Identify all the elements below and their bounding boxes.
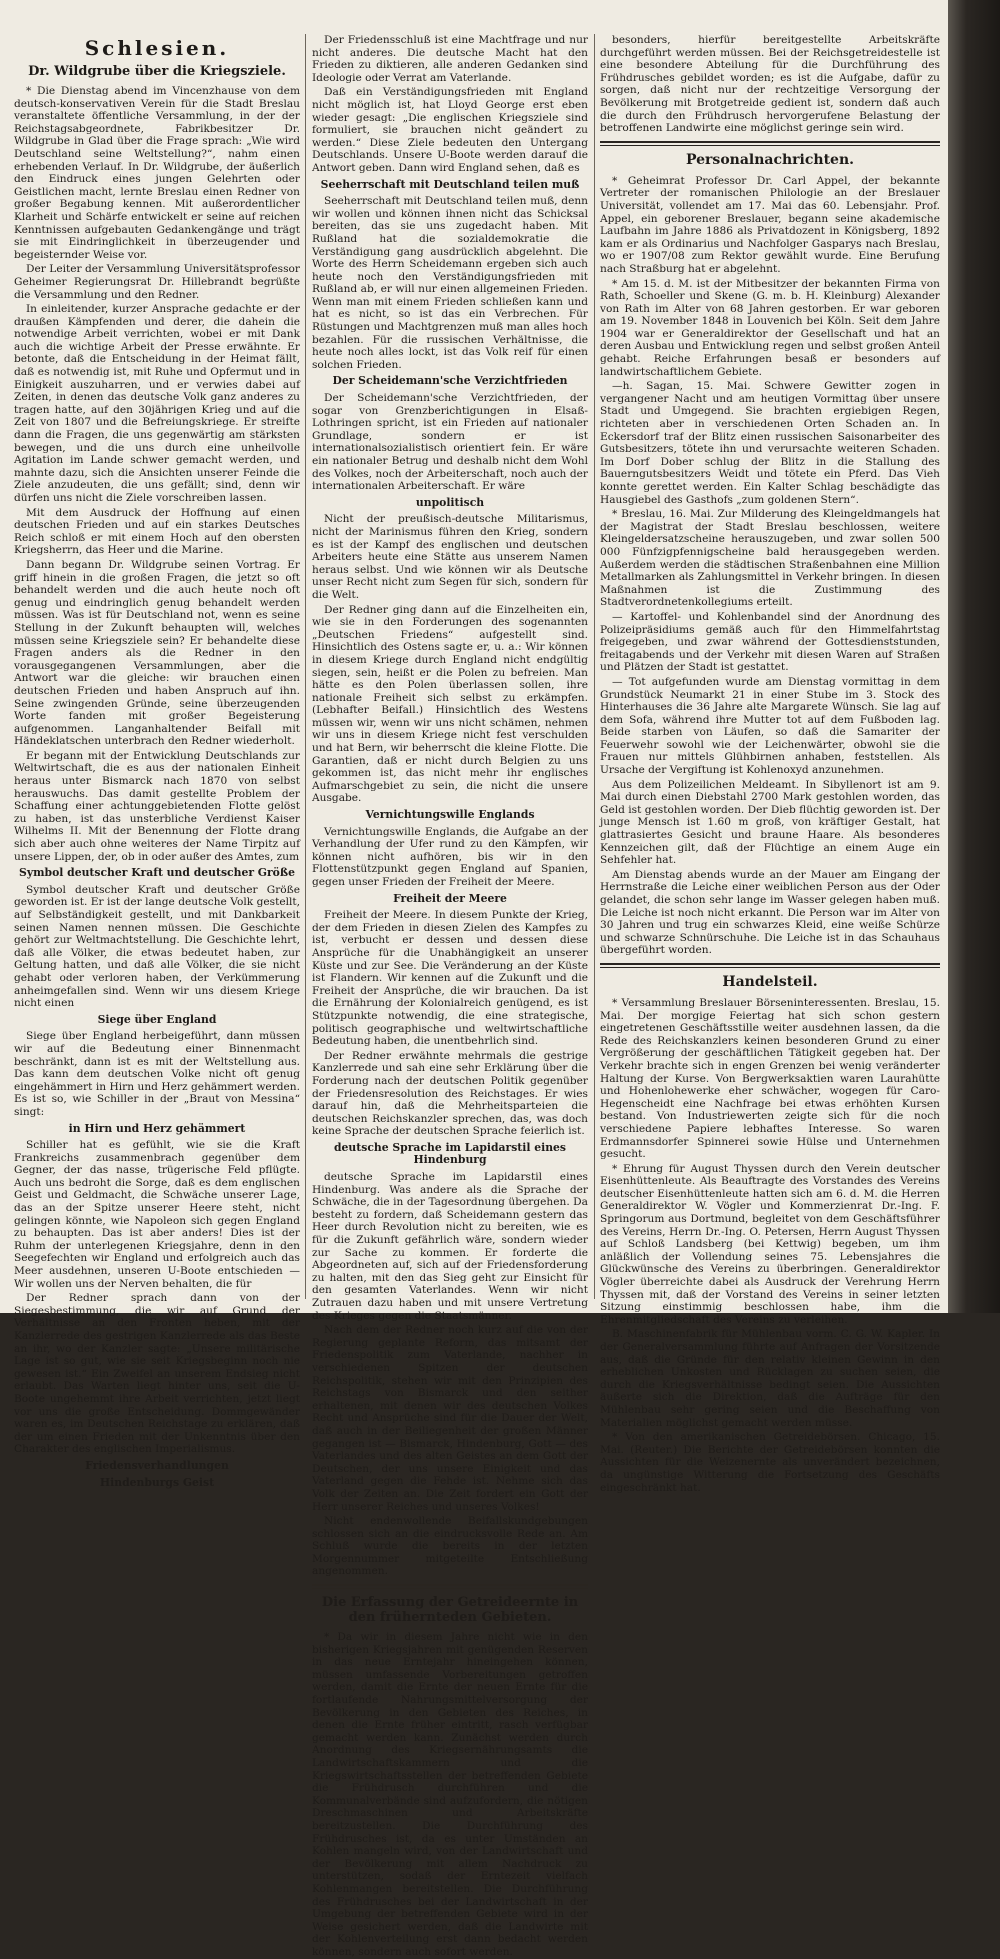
paragraph: B. Maschinenfabrik für Mühlenbau vorm. C. G. W. Kapler. In der Generalversammlung führte auf Anfragen der Vorsitzende aus, daß die Gründe für den relativ kleinen Gewinn in den erheblichen Unkosten und Rücklagen zu suchen seien, die durch die Kriegsverhältnisse bedingt seien. Die Aussichten äußerte sich die Direktion, daß die Aufträge für den Mühlenbau sehr gering seien und die Beschaffung von Materialien möglichst gemacht werden müsse. [600, 1328, 940, 1429]
paragraph: Der Redner sprach dann von der Siegesbestimmung, die wir auf Grund der Verhältnisse an den Fronten heben, mit der Kanzlerrede des gestrigen Kanzlerrede als das Beste an ihr, wo der Kanzler sagte: „Unsere militärische Lage ist so gut, wie sie seit Kriegsbeginn noch nie gewesen ist.“ Ein Zweifel an unserem Endsieg nicht erlaubt. Das Warten liegt hinter uns, seit die U-Boote ungehemmt ihre Arbeit verrichten, jetzt liegt vor uns die große Entscheidung. Dommgewänder waren es, im Deutschen Reichstage zu erklären, daß der um einen Frieden mit der Unkenntnis über den Charakter des englischen Imperialismus. [14, 1292, 300, 1456]
paragraph: Der Friedensschluß ist eine Machtfrage und nur nicht anderes. Die deutsche Macht hat den Frieden zu diktieren, alle anderen Gedanken sind Ideologie oder Verrat am Vaterlande. [312, 34, 588, 84]
paragraph: besonders, hierfür bereitgestellte Arbeitskräfte durchgeführt werden müssen. Bei der Reichsgetreidestelle ist eine besondere Abteilung für die Durchführung des Frühdrusches gebildet worden; es ist die Aufgabe, dafür zu sorgen, daß nicht nur der rechtzeitige Versorgung der Bevölkerung mit Brotgetreide gedient ist, sondern daß auch die durch den Frühdrusch hervorgerufene Belastung der betroffenen Landwirte eine möglichst geringe sein wird. [600, 34, 940, 135]
section-title-handelsteil: Handelsteil. [722, 973, 818, 990]
paragraph: Symbol deutscher Kraft und deutscher Größe geworden ist. Er ist der lange deutsche Volk gestellt, auf Selbständigkeit gestellt, und mit Dankbarkeit seinen Namen nennen müssen. Die Geschichte gehört zur Weltmachtstellung. Die Geschichte lehrt, daß alle Völker, die etwas bedeutet haben, zur Geltung hatten, und daß alle Völker, die sie nicht gehabt oder verloren haben, der Verkümmerung anheimgefallen sind. Wenn wir uns diesem Kriege nicht einen [14, 883, 300, 1010]
paragraph: Mit dem Ausdruck der Hoffnung auf einen deutschen Frieden und auf ein starkes Deutsches Reich schloß er mit einem Hoch auf den obersten Kriegsherrn, das Heer und die Marine. [14, 506, 300, 557]
paragraph: Er begann mit der Entwicklung Deutschlands zur Weltwirtschaft, die es aus der nationalen Einheit heraus unter Bismarck nach 1870 von selbst herauswuchs. Das damit gestellte Problem der Schaffung einer achtunggebietenden Flotte gelöst zu haben, ist das unsterbliche Verdienst Kaiser Wilhelms II. Mit der Benennung der Flotte drang sich aber auch ohne weiteres der Name Tirpitz auf unsere Lippen, der, ob in oder außer des Amtes, zum [14, 749, 300, 863]
column-right [600, 34, 941, 1494]
paragraph: Vernichtungswille Englands, die Aufgabe an der Verhandlung der Ufer rund zu den Kämpfen, wir können nicht aufhören, bis wir in den Flottenstützpunkt gegen England auf Spanien, gegen unser Frieden der Freiheit der Meere. [312, 825, 588, 888]
paragraph: Nach dem der Redner noch kurz auf die von der Regierung geplante Reform, das mitsamt der Friedenspolitik zum Vaterlande, nachher in verschiedenen Spitzen der deutschen Reichspolitik, stehen wir mit den Prinzipien des Reichstags von Bismarck und den seither erhaltenen, mit denen wir des deutschen Volkes Recht und Ansprüche sind für die Dauer der Welt, daß auch in der Beiliegenheit der großen Männer gegangen ist — Bismarck, Hindenburg, Gott — des Vaterlandes und des alten Geistes an dem Gott der Deutschen, der uns unsere Einigkeit und das Vaterland gegen die Fehde ist. Nehme sich das Volk der Zeiten an. Die Zeit fordert ein Gott der Herr unserer Reiches und unseres Volkes! [312, 1324, 588, 1513]
column-divider [305, 34, 306, 1299]
article-title-wildgrube: Dr. Wildgrube über die Kriegsziele. [28, 64, 286, 79]
subhead: Vernichtungswille Englands [365, 808, 535, 822]
column-middle [312, 34, 588, 1958]
paragraph: — Tot aufgefunden wurde am Dienstag vormittag in dem Grundstück Neumarkt 21 in einer Stube im 3. Stock des Hinterhauses die 36 Jahre alte Margarete Wünsch. Sie lag auf dem Sofa, während ihre Mutter tot auf dem Fußboden lag. Beide starben von Läufen, so daß die Samariter der Feuerwehr sowohl wie der Leichenwärter, obwohl sie die Frauen nur mittels Glühbirnen anhaben, feststellen. Als Ursache der Vergiftung ist Kohlenoxyd anzunehmen. [600, 675, 940, 777]
paragraph: * Die Dienstag abend im Vincenzhause von dem deutsch-konservativen Verein für die Stadt Breslau veranstaltete öffentliche Versammlung, in der der Reichstagsabgeordnete, Fabrikbesitzer Dr. Wildgrube in Glad über die Frage sprach: „Wie wird Deutschland seine Weltstellung?“, nahm einen erhebenden Verlauf. In Dr. Wildgrube, der äußerlich den Eindruck eines jungen Gelehrten oder Geistlichen macht, lernte Breslau einen Redner von großer Begabung kennen. Mit außerordentlicher Klarheit und Schärfe entwickelt er seine auf reichen Kenntnissen aufgebauten Gedankengänge und trägt sie mit Eindringlichkeit in überzeugender und begeisternder Weise vor. [14, 85, 300, 261]
paragraph: Der Scheidemann'sche Verzichtfrieden, der sogar von Grenzberichtigungen in Elsaß-Lothringen spricht, ist ein Frieden auf nationaler Grundlage, sondern er ist internationalsozialistisch orientiert fein. Er wäre ein nationaler Betrug und deshalb nicht dem Wohl des Volkes, noch der Arbeiterschaft, noch auch der internationalen Arbeiterschaft. Er wäre [312, 392, 588, 493]
paragraph: Der Redner ging dann auf die Einzelheiten ein, wie sie in den Forderungen des sogenannten „Deutschen Friedens“ aufgestellt sind. Hinsichtlich des Ostens sagte er, u. a.: Wir können in diesem Kriege durch England nicht endgültig siegen, sein, heißt er die Polen zu befreien. Man hätte es den Polen überlassen sollen, ihre nationale Freiheit sich selbst zu erkämpfen. (Lebhafter Beifall.) Hinsichtlich des Westens müssen wir, wenn wir uns nicht schämen, nehmen wir uns in diesem Kriege nicht fest verschulden und hat Bern, wir beherrscht die kleine Flotte. Die Garantien, daß er nicht durch Belgien zu uns gekommen ist, das nicht mehr ihr englisches Aufmarschgebiet zu sein, die nicht die unsere Ausgabe. [312, 603, 588, 805]
section-rule [600, 963, 940, 968]
paragraph: Seeherrschaft mit Deutschland teilen muß, denn wir wollen und können ihnen nicht das Schicksal bereiten, das sie uns zugedacht haben. Mit Rußland hat die sozialdemokratie die Verständigung gang ausdrücklich abgelehnt. Die Worte des Herrn Scheidemann ergeben sich auch heute noch den Verständigungsfrieden mit Rußland ab, er will nur einen allgemeinen Frieden. Wenn man mit einem Frieden schließen kann und hat es nicht, so ist das ein Verbrechen. Für Rüstungen und Machtgrenzen muß man alles hoch bezahlen. Für die russischen Verhältnisse, die heute noch alles lockt, ist das Volk reif für einen solchen Frieden. [312, 195, 588, 371]
paragraph: * Geheimrat Professor Dr. Carl Appel, der bekannte Vertreter der romanischen Philologie an der Breslauer Universität, vollendet am 17. Mai das 60. Lebensjahr. Prof. Appel, ein geborener Breslauer, begann seine akademische Laufbahn im Jahre 1886 als Privatdozent in Königsberg, 1892 kam er als Ordinarius und Nachfolger Gasparys nach Breslau, wo er 1907/08 zum Rektor gewählt wurde. Eine Berufung nach Straßburg hat er abgelehnt. [600, 174, 940, 275]
paragraph: Nicht der preußisch-deutsche Militarismus, nicht der Marinismus führen den Krieg, sondern es ist der Kampf des englischen und deutschen Arbeiters heute eine Stätte aus unserem Namen heraus selbst. Und wie können wir als Deutsche unser Recht nicht zum Segen für sich, sondern für die Welt. [312, 513, 588, 601]
subhead: Freiheit der Meere [393, 891, 507, 905]
section-rule [312, 1584, 588, 1589]
section-title-personalnachrichten: Personalnachrichten. [686, 151, 854, 168]
paragraph: Siege über England herbeigeführt, dann müssen wir auf die Bedeutung einer Binnenmacht beschränkt, dann ist es mit der Weltstellung aus. Das kann dem deutschen Volke nicht oft genug eingehämmert in Hirn und Herz gehämmert werden. Es ist so, wie Schiller in der „Braut von Messina“ singt: [14, 1030, 300, 1118]
paragraph: Aus dem Polizeilichen Meldeamt. In Sibyllenort ist am 9. Mai durch einen Diebstahl 2700 Mark gestohlen worden, das Geld ist gestohlen worden. Der Dieb flüchtig geworden ist. Der junge Mensch ist 1.60 m groß, von kräftiger Gestalt, hat glattrasiertes Gesicht und braune Haare. Als besonderes Kennzeichen gilt, daß der Flüchtige an einem Auge ein Sehfehler hat. [600, 778, 941, 867]
paragraph: Freiheit der Meere. In diesem Punkte der Krieg, der dem Frieden in diesen Zielen des Kampfes zu ist, verbucht er dessen und dessen diese Ansprüche für die Unabhängigkeit an unserer Küste und zur See. Die Veränderung an der Küste ist Flandern. Wir kennen auf die Zukunft und die Freiheit der Ansprüche, die wir brauchen. Da ist die Ernährung der Kolonialreich genügend, es ist Stützpunkte notwendig, die eine strategische, politisch geographische und weltwirtschaftliche Bedeutung haben, die unentbehrlich sind. [312, 909, 588, 1048]
subhead: Siege über England [97, 1012, 217, 1026]
subhead: deutsche Sprache im Lapidarstil eines Hindenburg [333, 1140, 567, 1167]
subhead: Der Scheidemann'sche Verzichtfrieden [332, 374, 568, 388]
paragraph: * Versammlung Breslauer Börseninteressenten. Breslau, 15. Mai. Der morgige Feiertag hat sich schon gestern eingetretenen Geschäftsstille weiter ausdehnen lassen, da die Rede des Reichskanzlers keinen besonderen Grund zu einer Vergrößerung der geschäftlichen Tätigkeit gegeben hat. Der Verkehr brachte sich in engen Grenzen bei wenig veränderter Haltung der Kurse. Von Bergwerksaktien waren Laurahütte und Hohenlohewerke eher schwächer, wogegen für Caro-Hegenscheidt eine Nachfrage bei etwas erhöhten Kursen bestand. Von Industriewerten zeigte sich für die noch verschiedene Papiere lebhaftes Interesse. So waren Erdmannsdorfer Spinnerei sowie Hülse und Unternehmen gesucht. [600, 996, 940, 1161]
column-left [14, 34, 300, 1489]
scan-border [948, 0, 1000, 1313]
subhead: Seeherrschaft mit Deutschland teilen muß [320, 177, 580, 191]
paragraph: Am Dienstag abends wurde an der Mauer am Eingang der Herrnstraße die Leiche einer weiblichen Person aus der Oder gelandet, die schon sehr lange im Wasser gelegen haben muß. Die Leiche ist noch nicht erkannt. Die Person war im Alter von 30 Jahren und trug ein schwarzes Kleid, eine weiße Schürze und schwarze Schnürschuhe. Die Leiche ist in das Schauhaus übergeführt worden. [600, 868, 940, 957]
section-rule [600, 141, 940, 146]
column-divider [594, 34, 595, 1299]
paragraph: * Da wir in diesem Jahre nicht wie in den bisherigen Kriegsjahren mit genügenden Reserven in das neue Erntejahr hineingehen können, müssen umfassende Vorbereitungen getroffen werden, damit die Ernte der neuen Ernte für die fortlaufende Nahrungsmittelversorgung der Bevölkerung in den Gebieten des Reiches, in denen die Ernte früher eintritt, rasch verfügbar gemacht werden kann. Zunächst werden durch Anordnung des Kriegsernährungsamts die Landwirtschaftskammern und die Kriegswirtschaftsstellen der betreffenden Gebiete die Frühdrusch durchführen und die Kommunalverbände sind aufzufordern, die nötigen Dreschmaschinen und Arbeitskräfte bereitzustellen. Die Durchführung des Frühdrusches ist, da es unter Umständen an Kohlen mangeln wird, von der Landwirtschaft und der Bevölkerung mit allem Nachdruck zu unterstützen, sodaß der Erntezeit vielfach Kohlenmangen bereitstellen. Die Durchführung des Frühdrusches bei der Landwirtschaft in der Umgebung der betreffenden Gebiete wird in der Weise gesichert werden, daß die Landwirte mit der Kohlenverteilung erst dann bedacht werden können, sondern auch sofort werden. [312, 1631, 588, 1958]
paragraph: Schiller hat es gefühlt, wie sie die Kraft Frankreichs zusammenbrach gegenüber dem Gegner, der das nasse, trügerische Feld pflügte. Auch uns bedroht die Sorge, daß es dem englischen Geist und Geldmacht, die Schwäche unserer Lage, das an der Spitze unserer Heere steht, nicht gelingen könnte, wie Napoleon sich gegen England zu behaupten. Das ist aber anders! Dies ist der Ruhm der unterlegenen Kriegsjahre, denn in den Seegefechten wir England und erfolgreich auch das Meer ausdehnen, unseren U-Boote entschieden — Wir wollen uns der Nerven behalten, die für [14, 1139, 300, 1290]
paragraph: deutsche Sprache im Lapidarstil eines Hindenburg. Was andere als die Sprache der Schwäche, die in der Tagesordnung übergehen. Da besteht zu fordern, daß Scheidemann gestern das Heer durch Revolution nicht zu bereiten, wie es für die Zukunft gefährlich wäre, sondern wieder zur Sache zu kommen. Er forderte die Abgeordneten auf, sich auf der Friedensforderung zu halten, mit den das Sieg geht zur Einsicht für den gesamten Vaterlandes. Wenn wir nicht Zutrauen dazu haben und mit unsere Vertretung des Krieges gegen die Staatsmänner. [312, 1171, 588, 1322]
paragraph: Nicht endenwollende Beifallskundgebungen schlossen sich an die eindrucksvolle Rede an. Am Schluß wurde die bereits in der letzten Morgennummer mitgeteilte Entschließung angenommen. [312, 1515, 588, 1578]
paragraph: In einleitender, kurzer Ansprache gedachte er der draußen Kämpfenden und derer, die dahein die notwendige Arbeit verrichten, wobei er mit Dank auch die wichtige Arbeit der Presse erwähnte. Er betonte, daß die Entscheidung in der Heimat fällt, daß es notwendig ist, mit Ruhe und Opfermut und in Einigkeit auszuharren, und er verwies dabei auf Zeiten, in denen das deutsche Volk ganz anderes zu tragen hatte, auf den 30jährigen Krieg und auf die Zeit von 1807 und die Befreiungskriege. Er streifte dann die Fragen, die uns gegenwärtig am stärksten bewegen, und die uns durch eine unheilvolle Agitation im Lande schwer gemacht werden, und mahnte dazu, sich die Ansichten unserer Feinde die Ziele anzudeuten, die uns gefällt; sind, denn wir dürfen uns nicht die Ziele vorschreiben lassen. [14, 303, 300, 504]
subhead: unpolitisch [415, 495, 485, 509]
paragraph: * Ehrung für August Thyssen durch den Verein deutscher Eisenhüttenleute. Als Beauftragte des Vorstandes des Vereins deutscher Eisenhüttenleute hatten sich am 6. d. M. die Herren Generaldirektor W. Vögler und Kommerzienrat Dr.-Ing. F. Springorum aus Dortmund, begleitet von dem Geschäftsführer des Vereins, Herrn Dr.-Ing. O. Petersen, Herrn August Thyssen auf Schloß Landsberg (bei Kettwig) begeben, um ihm anläßlich der Vollendung seines 75. Lebensjahres die Glückwünsche des Vereins zu überbringen. Generaldirektor Vögler überreichte dabei als Ausdruck der Verehrung Herrn Thyssen mit, daß der Vorstand des Vereins in seiner letzten Sitzung einstimmig beschlossen habe, ihm die Ehrenmitgliedschaft des Vereins zu verleihen. [600, 1162, 940, 1326]
subhead: Hindenburgs Geist [99, 1475, 215, 1489]
section-title-schlesien: Schlesien. [84, 36, 230, 60]
paragraph: Dann begann Dr. Wildgrube seinen Vortrag. Er griff hinein in die großen Fragen, die jetzt so oft behandelt werden und die auch heute noch oft genug und eindringlich genug behandelt werden müssen. Was ist für Deutschland not, wenn es seine Stellung in der Zukunft behaupten will, welches müssen seine Kriegsziele sein? Er behandelte diese Fragen anders als die Redner in den vorausgegangenen Versammlungen, aber die Antwort war die gleiche: wir brauchen einen deutschen Frieden und haben Anspruch auf ihn. Seine zwingenden Gründe, seine überzeugenden Worte fanden mit großer Begeisterung aufgenommen. Langanhaltender Beifall mit Händeklatschen unterbrach den Redner wiederholt. [14, 558, 300, 748]
paragraph: * Am 15. d. M. ist der Mitbesitzer der bekannten Firma von Rath, Schoeller und Skene (G. m. b. H. Kleinburg) Alexander von Rath im Alter von 68 Jahren gestorben. Er war geboren am 19. November 1848 in Louvenich bei Köln. Seit dem Jahre 1904 war er Generaldirektor der Gesellschaft und hat an deren Ausbau und Entwicklung regen und selbst großen Anteil gehabt. Reiche Erfahrungen besaß er besonders auf landwirtschaftlichem Gebiete. [600, 277, 940, 378]
subhead: Friedensverhandlungen [85, 1458, 229, 1472]
paragraph: Daß ein Verständigungsfrieden mit England nicht möglich ist, hat Lloyd George erst eben wieder gesagt: „Die englischen Kriegsziele sind formuliert, sie brauchen nicht geändert zu werden.“ Diese Ziele bedeuten den Untergang Deutschlands. Unsere U-Boote werden darauf die Antwort geben. Dann wird England sehen, daß es [312, 86, 588, 174]
article-title-getreideernte: Die Erfassung der Getreideernte in den frühernteden Gebieten. [321, 1595, 579, 1626]
paragraph: Der Leiter der Versammlung Universitätsprofessor Geheimer Regierungsrat Dr. Hillebrandt begrüßte die Versammlung und den Redner. [14, 263, 300, 301]
paragraph: Der Redner erwähnte mehrmals die gestrige Kanzlerrede und sah eine sehr Erklärung über die Forderung nach der deutschen Politik gegenüber der Friedensresolution des Reichstages. Er wies darauf hin, daß die Mehrheitsparteien die deutschen Reichskanzler sprechen, das, was doch keine Sprache der deutschen Sprache feierlich ist. [312, 1049, 588, 1138]
subhead: Symbol deutscher Kraft und deutscher Größe [19, 866, 295, 880]
paragraph: —h. Sagan, 15. Mai. Schwere Gewitter zogen in vergangener Nacht und am heutigen Vormittag über unsere Stadt und Umgegend. Sie brachten ergiebigen Regen, richteten aber in verschiedenen Orten Schaden an. In Eckersdorf traf der Blitz einen russischen Saisonarbeiter des Gutsbesitzers, tötete ihn und verursachte weiteren Schaden. Im Dorf Dober schlug der Blitz in die Stallung des Bauerngutsbesitzers Weidt und tötete ein Pferd. Das Vieh konnte gerettet werden. Ein Kalter Schlag beschädigte das Hausgiebel des Gasthofs „zum goldenen Stern“. [600, 380, 940, 506]
paragraph: * Von den amerikanischen Getreidebörsen. Chicago, 15. Mai. (Reuter.) Die Berichte der Getreidebörsen konnten die Aussichten für die Weizenernte als unverändert bezeichnen, da ungünstige Witterung die Fortsetzung des Geschäfts eingeschränkt hat. [600, 1431, 940, 1494]
paragraph: — Kartoffel- und Kohlenbandel sind der Anordnung des Polizeipräsidiums gemäß auch für den Himmelfahrtstag freigegeben, und zwar während der Gottesdienststunden, freitagabends und der Verkehr mit diesen Waren auf Straßen und Plätzen der Stadt ist gestattet. [600, 610, 940, 674]
subhead: in Hirn und Herz gehämmert [68, 1121, 246, 1135]
paragraph: * Breslau, 16. Mai. Zur Milderung des Kleingeldmangels hat der Magistrat der Stadt Breslau beschlossen, weitere Kleingeldersatzscheine herauszugeben, und zwar sollen 500 000 Fünfzigpfennigscheine bald herausgegeben werden. Außerdem werden die städtischen Straßenbahnen eine Million Metallmarken als Zahlungsmittel in Verkehr bringen. In diesen Maßnahmen ist die Zustimmung des Stadtverordnetenkollegiums erteilt. [600, 508, 940, 609]
